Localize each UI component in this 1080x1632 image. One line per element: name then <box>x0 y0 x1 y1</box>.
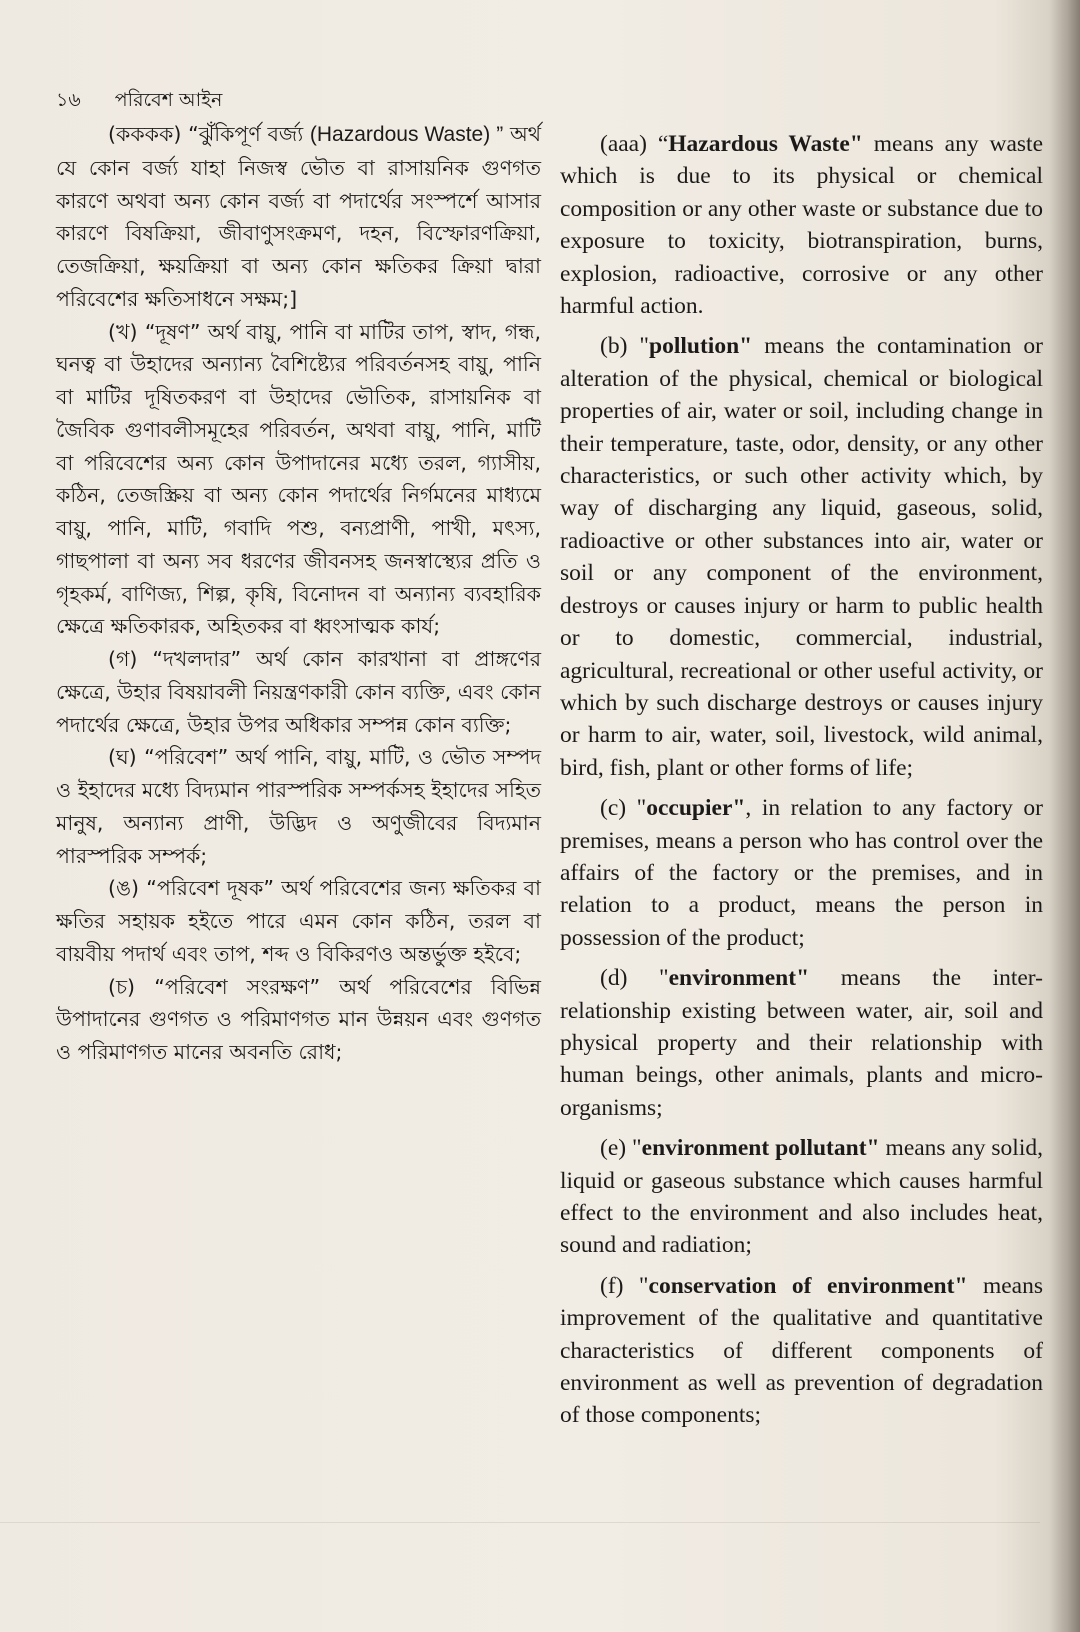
english-f-term: conservation of environment" <box>648 1272 968 1299</box>
bangla-column <box>56 118 541 1069</box>
bangla-definition-conservation: (চ) “পরিবেশ সংরক্ষণ” অর্থ পরিবেশের বিভিন্ন উপাদানের গুণগত ও পরিমাণগত মান উন্নয়ন এবং গুণগত ও পরিমাণগত মানের অবনতি রোধ; <box>56 974 541 1064</box>
english-b-label: (b) " <box>600 333 650 360</box>
bangla-definition-hazardous-waste <box>56 118 541 316</box>
bangla-definition-pollution: (খ) “দূষণ” অর্থ বায়ু, পানি বা মাটির তাপ, স্বাদ, গন্ধ, ঘনত্ব বা উহাদের অন্যান্য বৈশিষ্ট্যের পরিবর্তনসহ বায়ু, পানি বা মাটির দূষিতকরণ বা উহাদের ভৌতিক, রাসায়নিক বা জৈবিক গুণাবলীসমূহের পরিবর্তন, অথবা বায়ু, পানি, মাটি বা পরিবেশের অন্য কোন উপাদানের মধ্যে তরল, গ্যাসীয়, কঠিন, তেজস্ক্রিয় বা অন্য কোন পদার্থের নির্গমনের মাধ্যমে বায়ু, পানি, মাটি, গবাদি পশু, বন্যপ্রাণী, পাখী, মৎস্য, গাছপালা বা অন্য সব ধরণের জীবনসহ জনস্বাস্থ্যের প্রতি ও গৃহকর্ম, বাণিজ্য, শিল্প, কৃষি, বিনোদন বা অন্যান্য ব্যবহারিক ক্ষেত্রে ক্ষতিকারক, অহিতকর বা ধ্বংসাত্মক কার্য; <box>56 319 541 639</box>
english-b-body: means the contamination or alteration of the physical, chemical or biological properties of air, water or soil, including change in their temperature, taste, odor, density, or any other characteristics, or such other activity which, by way of discharging any liquid, gaseous, solid, radioactive or other substances into air, water or soil or any component of the environment, destroys or causes injury or harm to public health or to domestic, commercial, industrial, agricultural, recreational or other useful activity, or which by such discharge destroys or causes injury or harm to air, water, soil, livestock, wild animal, bird, fish, plant or other forms of life; <box>560 333 1043 781</box>
english-definition-hazardous-waste <box>560 128 1043 322</box>
english-d-label: (d) " <box>600 965 669 992</box>
bangla-hazardous-body: অর্থ যে কোন বর্জ্য যাহা নিজস্ব ভৌত বা রাসায়নিক গুণগত কারণে অথবা অন্য কোন বর্জ্য বা পদার্থের সংস্পর্শে আসার কারণে বিষক্রিয়া, জীবাণুসংক্রমণ, দহন, বিস্ফোরণক্রিয়া, তেজক্রিয়া, ক্ষয়ক্রিয়া বা অন্য কোন ক্ষতিকর ক্রিয়া দ্বারা পরিবেশের ক্ষতিসাধনে সক্ষম;] <box>56 122 541 311</box>
bangla-definition-occupier: (গ) “দখলদার” অর্থ কোন কারখানা বা প্রাঙ্গণের ক্ষেত্রে, উহার বিষয়াবলী নিয়ন্ত্রণকারী কোন ব্যক্তি, এবং কোন পদার্থের ক্ষেত্রে, উহার উপর অধিকার সম্পন্ন কোন ব্যক্তি; <box>56 647 541 737</box>
english-b-term: pollution" <box>649 333 753 360</box>
bangla-definition-environment: (ঘ) “পরিবেশ” অর্থ পানি, বায়ু, মাটি, ও ভৌত সম্পদ ও ইহাদের মধ্যে বিদ্যমান পারস্পরিক সম্পর্কসহ ইহাদের সহিত মানুষ, অন্যান্য প্রাণী, উদ্ভিদ ও অণুজীবের বিদ্যমান পারস্পরিক সম্পর্ক; <box>56 745 541 868</box>
running-head <box>56 86 222 118</box>
english-c-label: (c) " <box>600 795 647 822</box>
english-e-label: (e) " <box>600 1135 642 1162</box>
english-c-term: occupier" <box>646 795 746 822</box>
english-d-term: environment" <box>668 965 810 992</box>
running-title: পরিবেশ আইন <box>114 89 223 111</box>
english-aaa-term: Hazardous Waste" <box>668 131 863 157</box>
english-f-label: (f) " <box>600 1272 649 1299</box>
english-definition-environment-pollutant <box>560 1132 1043 1262</box>
english-f-body: means improvement of the qualitative and quantitative characteristics of different components of environment as well as prevention of degradation of those components; <box>560 1272 1043 1429</box>
english-definition-pollution <box>560 330 1043 784</box>
bangla-definition-environment-pollutant: (ঙ) “পরিবেশ দূষক” অর্থ পরিবেশের জন্য ক্ষতিকর বা ক্ষতির সহায়ক হইতে পারে এমন কোন কঠিন, তরল বা বায়বীয় পদার্থ এবং তাপ, শব্দ ও বিকিরণও অন্তর্ভুক্ত হইবে; <box>56 876 541 966</box>
english-definition-occupier <box>560 792 1043 954</box>
english-column <box>560 128 1043 1432</box>
english-e-body: means any solid, liquid or gaseous substance which causes harmful effect to the environment and also includes heat, sound and radiation; <box>560 1135 1043 1259</box>
bangla-hazardous-head: (কককক) “ঝুঁকিপূর্ণ বর্জ্য <box>108 122 304 146</box>
bleed-through-rule <box>0 1522 1040 1523</box>
english-c-body: , in relation to any factory or premises, means a person who has control over the affairs of the factory or the premises, and in relation to a product, means the person in possession of the product; <box>560 795 1043 951</box>
spine-shadow <box>1050 0 1080 1632</box>
english-definition-conservation <box>560 1270 1043 1432</box>
page-number: ১৬ <box>56 89 81 111</box>
english-aaa-body: means any waste which is due to its physical or chemical composition or any other waste or substance due to exposure to toxicity, biotranspiration, burns, explosion, radioactive, corrosive or any other harmful action. <box>560 131 1044 320</box>
english-d-body: means the inter-relationship existing between water, air, soil and physical property and their relationship with human beings, other animals, plants and micro-organisms; <box>560 965 1043 1121</box>
bangla-hazardous-english-term: (Hazardous Waste) ” <box>309 123 504 146</box>
english-aaa-label: (aaa) “ <box>600 131 669 157</box>
english-definition-environment <box>560 962 1043 1124</box>
english-e-term: environment pollutant" <box>641 1135 880 1162</box>
